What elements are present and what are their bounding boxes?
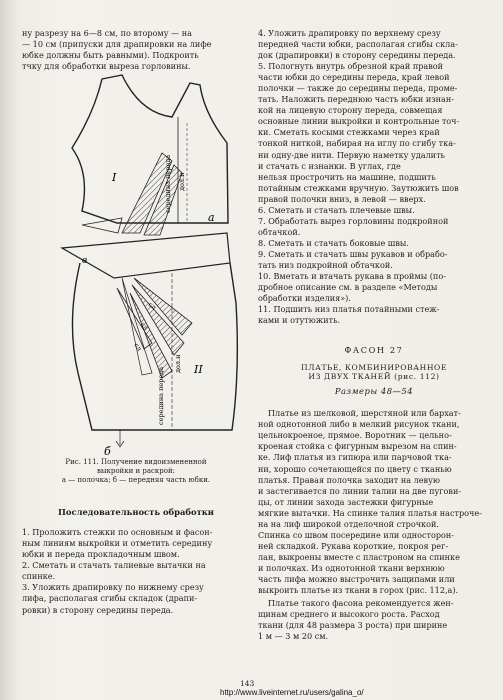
step-2 [22, 560, 250, 582]
step-line: ки. Сметать косыми стежками через край [258, 127, 440, 138]
label-a: а [208, 211, 215, 225]
right-column [258, 28, 490, 642]
step-line: 7. Обработать вырез горловины подкройной [258, 215, 449, 226]
model-description [258, 408, 490, 596]
label-roman-2: II [194, 363, 203, 377]
description-line: на на лиф широкой отделочной строчкой. [258, 518, 439, 529]
step-line: нельзя прострочить на машине, подшить [258, 171, 436, 182]
label-grain-2: дол.н [174, 354, 182, 374]
label-skirt-middle: середина переда [157, 367, 165, 426]
step-line: 4. Уложить драпировку по верхнему срезу [258, 28, 441, 38]
intro-paragraph [22, 28, 250, 72]
step-line: передней части юбки, располагая сгибы скла- [258, 39, 458, 50]
description-line: и застегивается по линии талии на две пугови- [258, 485, 462, 496]
description-line: кроеная стойка с фигурным вырезом на спин- [258, 441, 457, 452]
description-line: ной однотонной либо в мелкий рисунок ткани, [258, 419, 460, 430]
description-line: ни, хорошо сочетающейся по цвету с тканью [258, 463, 452, 474]
left-column [22, 28, 250, 616]
step-line: ным линиям выкройки и отметить середину [22, 538, 213, 549]
step-line: юбки и переда прокладочным швом. [22, 549, 180, 560]
step-7 [258, 216, 490, 238]
step-line: правой полочки вниз, в левой — вверх. [258, 193, 426, 204]
step-line: ни одну-две нити. Первую наметку удалить [258, 149, 445, 160]
description-line: выкроить платье из ткани в горох (рис. 112,а). [258, 585, 459, 596]
step-8 [258, 238, 490, 249]
step-line: основные линии выкройки и контрольные точ- [258, 116, 460, 127]
steps-left [22, 527, 250, 615]
description-line: 1 м — 3 м 20 см. [258, 631, 329, 642]
caption-line: выкройки и раскрой: [96, 467, 176, 476]
step-line: части юбки до середины переда, край левой [258, 72, 450, 83]
section-heading: Последовательность обработки [57, 507, 215, 518]
step-3 [22, 582, 250, 615]
step-1 [22, 527, 250, 560]
label-v: в [82, 256, 88, 267]
step-line: тать. Наложить переднюю часть юбки изнан- [258, 94, 454, 105]
label-b: б [104, 445, 111, 459]
step-line: 1. Проложить стежки по основным и фасон- [22, 527, 213, 538]
step-line: 5. Пологнуть внутрь обрезной край правой [258, 61, 444, 72]
intro-line: тчку для обработки выреза горловины. [22, 61, 191, 72]
step-line: тонкой ниткой, набирая на иглу по сгибу тка- [258, 138, 456, 149]
source-url-watermark[interactable]: http://www.liveinternet.ru/users/galina_o/ [220, 688, 364, 697]
step-line: 8. Сметать и стачать боковые швы. [258, 237, 409, 248]
step-line: ровки) в сторону середины переда. [22, 604, 174, 615]
intro-line: юбке должны быть равными). Подкроить [22, 50, 199, 61]
description-line: щинам среднего и высокого роста. Расход [258, 609, 440, 620]
intro-line: ну разрезу на 6—8 см, по второму — на [22, 28, 192, 38]
model-title: ИЗ ДВУХ ТКАНЕЙ (рис. 112) [308, 372, 440, 382]
page-number: 143 [240, 679, 255, 688]
description-line: лан, выкроены вместе с пластроном на спинке [258, 551, 460, 562]
step-line: 9. Сметать и стачать швы рукавов и обрабо- [258, 248, 448, 259]
model-title: ПЛАТЬЕ, КОМБИНИРОВАННОЕ [300, 363, 448, 373]
step-5 [258, 61, 490, 205]
description-line: ней складкой. Рукава короткие, покроя рег- [258, 540, 449, 551]
description-line: часть лифа можно выстрочить защипами или [258, 573, 455, 584]
step-line: 11. Подшить низ платья потайными стеж- [258, 304, 440, 315]
caption-line: Рис. 111. Получение видоизмененной [65, 458, 207, 467]
steps-right [258, 28, 490, 326]
model-recommendation [258, 598, 490, 642]
step-line: кой на лицевую сторону переда, совмещая [258, 105, 443, 116]
label-front-middle: середина переда [164, 155, 172, 214]
step-10 [258, 271, 490, 304]
label-fold-2: сл [138, 320, 150, 333]
step-line: дробное описание см. в разделе «Методы [258, 282, 438, 293]
step-line: 10. Вметать и втачать рукава в проймы (по- [258, 271, 446, 282]
step-line: и стачать с изнанки. В углах, где [258, 160, 401, 171]
step-line: 2. Сметать и стачать талиевые вытачки на [22, 560, 206, 571]
step-6 [258, 205, 490, 216]
description-line: Платье из шелковой, шерстяной или бархат- [268, 408, 461, 419]
caption-line: а — полочка; б — передняя часть юбки. [61, 476, 211, 485]
description-line: ткани (для 48 размера 3 роста) при ширине [258, 620, 448, 631]
step-line: 6. Сметать и стачать плечевые швы. [258, 204, 415, 215]
step-line: потайным стежками вручную. Заутюжить шов [258, 182, 459, 193]
pattern-figure [22, 73, 250, 458]
description-line: Платье такого фасона рекомендуется жен- [268, 598, 454, 609]
step-line: док (драпировки) в сторону середины переда. [258, 50, 456, 61]
description-line: цельнокроеное, прямое. Воротник — цельно- [258, 430, 452, 441]
description-line: мягкие вытачки. На спинке талия платья настроче- [258, 507, 482, 518]
label-fold-3: сл [132, 341, 144, 353]
fason-heading: ФАСОН 27 [344, 345, 404, 356]
step-line: полочки — также до середины переда, проме- [258, 83, 458, 94]
step-4 [258, 28, 490, 61]
label-fold-1: сл [146, 300, 158, 312]
step-line: тать низ подкройной обтачкой. [258, 259, 393, 270]
description-line: ке. Лиф платья из гипюра или парчовой тка- [258, 452, 452, 463]
intro-line: — 10 см (припуски для драпировки на лифе [22, 39, 212, 50]
step-line: ками и отутюжить. [258, 315, 341, 326]
description-line: и полочках. Из однотонной ткани верхнюю [258, 562, 445, 573]
model-sizes: Размеры 48—54 [334, 386, 414, 397]
step-line: обтачкой. [258, 226, 301, 237]
label-grain: дол.н [178, 172, 186, 192]
description-line: Спинка со швом посередине или односторон- [258, 529, 455, 540]
step-line: лифа, располагая сгибы складок (драпи- [22, 593, 198, 604]
step-line: обработки изделия»). [258, 293, 351, 304]
step-line: спинке. [22, 571, 56, 582]
label-roman-1: I [112, 171, 117, 185]
step-11 [258, 304, 490, 326]
step-9 [258, 249, 490, 271]
description-line: цы, от линии захода застежки фигурные [258, 496, 434, 507]
step-line: 3. Уложить драпировку по нижнему срезу [22, 582, 204, 593]
figure-caption [22, 458, 250, 485]
description-line: платья. Правая полочка заходит на левую [258, 474, 440, 485]
